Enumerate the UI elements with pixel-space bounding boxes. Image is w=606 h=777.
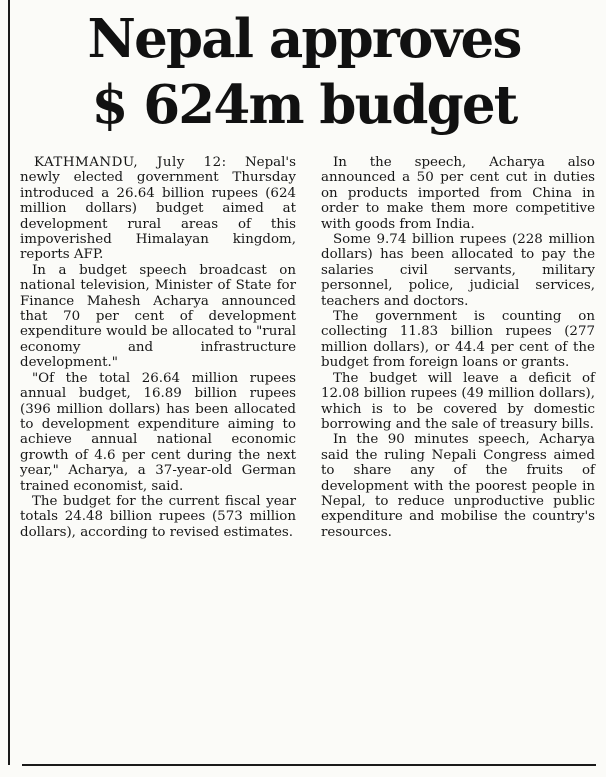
headline-line-1: Nepal approves <box>87 8 521 70</box>
article-paragraph: "Of the total 26.64 million rupees annual budget, 16.89 billion rupees (396 million dollars) has been allocated to development expenditure aiming to achieve annual national economic growth of 4.6 per cent during the next year," Acharya, a 37-year-old German trained economist, said. <box>20 370 296 494</box>
headline-line-2: $ 624m budget <box>91 74 517 136</box>
headline <box>14 6 594 138</box>
article-paragraph: The government is counting on collecting 11.83 billion rupees (277 million dollars), or 44.4 per cent of the budget from foreign loans or grants. <box>321 309 595 371</box>
bottom-rule <box>22 764 596 766</box>
article-paragraph: In the 90 minutes speech, Acharya said the ruling Nepali Congress aimed to share any of the fruits of development with the poorest people in Nepal, to reduce unproductive public expenditure and mobilise the country's resources. <box>321 432 595 540</box>
article-paragraph <box>20 155 296 263</box>
paragraph-text: Nepal's newly elected government Thursday introduced a 26.64 billion rupees (624 million dollars) budget aimed at development rural areas of this impoverished Himalayan kingdom, reports AFP. <box>20 155 296 263</box>
article-paragraph: The budget for the current fiscal year totals 24.48 billion rupees (573 million dollars), according to revised estimates. <box>20 493 296 540</box>
clipping-left-border <box>8 0 10 765</box>
article-paragraph: In the speech, Acharya also announced a 50 per cent cut in duties on products imported from China in order to make them more competitive with goods from India. <box>321 155 595 232</box>
article-paragraph: Some 9.74 billion rupees (228 million dollars) has been allocated to pay the salaries civil servants, military personnel, police, judicial services, teachers and doctors. <box>321 232 595 309</box>
article-column-left <box>20 155 296 540</box>
article-paragraph: The budget will leave a deficit of 12.08 billion rupees (49 million dollars), which is to be covered by domestic borrowing and the sale of treasury bills. <box>321 370 595 432</box>
dateline: KATHMANDU, July 12: <box>34 155 227 170</box>
article-paragraph: In a budget speech broadcast on national television, Minister of State for Finance Mahesh Acharya announced that 70 per cent of development expenditure would be allocated to "rural economy and infrastructure development." <box>20 262 296 371</box>
article-column-right <box>321 155 595 540</box>
